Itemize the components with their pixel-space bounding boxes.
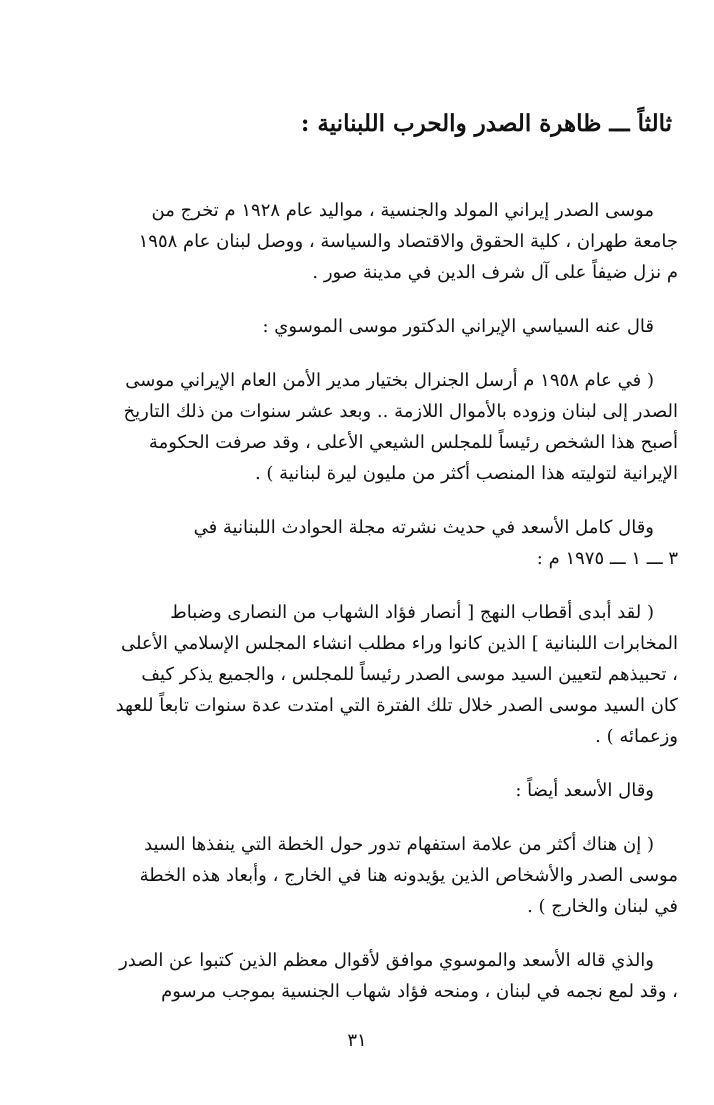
section-heading: ثالثاً ـــ ظاهرة الصدر والحرب اللبنانية : <box>300 110 672 137</box>
quote-line: في لبنان والخارج ) . <box>527 896 678 917</box>
paragraph-line: وقال الأسعد أيضاً : <box>515 780 654 801</box>
quote-line: ( إن هناك أكثر من علامة استفهام تدور حول الخطة التي ينفذها السيد <box>144 834 654 855</box>
quote-line: ، تحبيذهم لتعيين السيد موسى الصدر رئيساً للمجلس ، والجميع يذكر كيف <box>141 664 678 685</box>
paragraph-line: ٣ ـــ ١ ـــ ١٩٧٥ م : <box>536 548 678 569</box>
quote-line: الإيرانية لتوليته هذا المنصب أكثر من مليون ليرة لبنانية ) . <box>254 463 678 484</box>
paragraph-line: جامعة طهران ، كلية الحقوق والاقتصاد والسياسة ، ووصل لبنان عام ١٩٥٨ <box>138 231 678 252</box>
paragraph-line: قال عنه السياسي الإيراني الدكتور موسى الموسوي : <box>262 316 654 337</box>
quote-line: الصدر إلى لبنان وزوده بالأموال اللازمة .. وبعد عشر سنوات من ذلك التاريخ <box>123 401 678 422</box>
paragraph-line: ، وقد لمع نجمه في لبنان ، ومنحه فؤاد شهاب الجنسية بموجب مرسوم <box>161 981 678 1002</box>
quote-line: موسى الصدر والأشخاص الذين يؤيدونه هنا في الخارج ، وأبعاد هذه الخطة <box>139 865 678 886</box>
quote-line: وزعمائه ) . <box>595 726 678 747</box>
paragraph-line: م نزل ضيفاً على آل شرف الدين في مدينة صور . <box>312 262 678 283</box>
quote-line: ( في عام ١٩٥٨ م أرسل الجنرال بختيار مدير الأمن العام الإيراني موسى <box>125 370 654 391</box>
quote-line: كان السيد موسى الصدر خلال تلك الفترة التي امتدت عدة سنوات تابعاً للعهد <box>115 695 678 716</box>
quote-line: المخابرات اللبنانية ] الذين كانوا وراء مطلب انشاء المجلس الإسلامي الأعلى <box>120 633 678 654</box>
paragraph-line: وقال كامل الأسعد في حديث نشرته مجلة الحوادث اللبنانية في <box>193 517 654 538</box>
page-number: ٣١ <box>347 1030 367 1051</box>
quote-line: أصبح هذا الشخص رئيساً للمجلس الشيعي الأعلى ، وقد صرفت الحكومة <box>148 432 678 453</box>
quote-line: ( لقد أبدى أقطاب النهج [ أنصار فؤاد الشهاب من النصارى وضباط <box>170 602 654 623</box>
paragraph-line: والذي قاله الأسعد والموسوي موافق لأقوال معظم الذين كتبوا عن الصدر <box>119 950 654 971</box>
paragraph-line: موسى الصدر إيراني المولد والجنسية ، مواليد عام ١٩٢٨ م تخرج من <box>151 200 654 221</box>
